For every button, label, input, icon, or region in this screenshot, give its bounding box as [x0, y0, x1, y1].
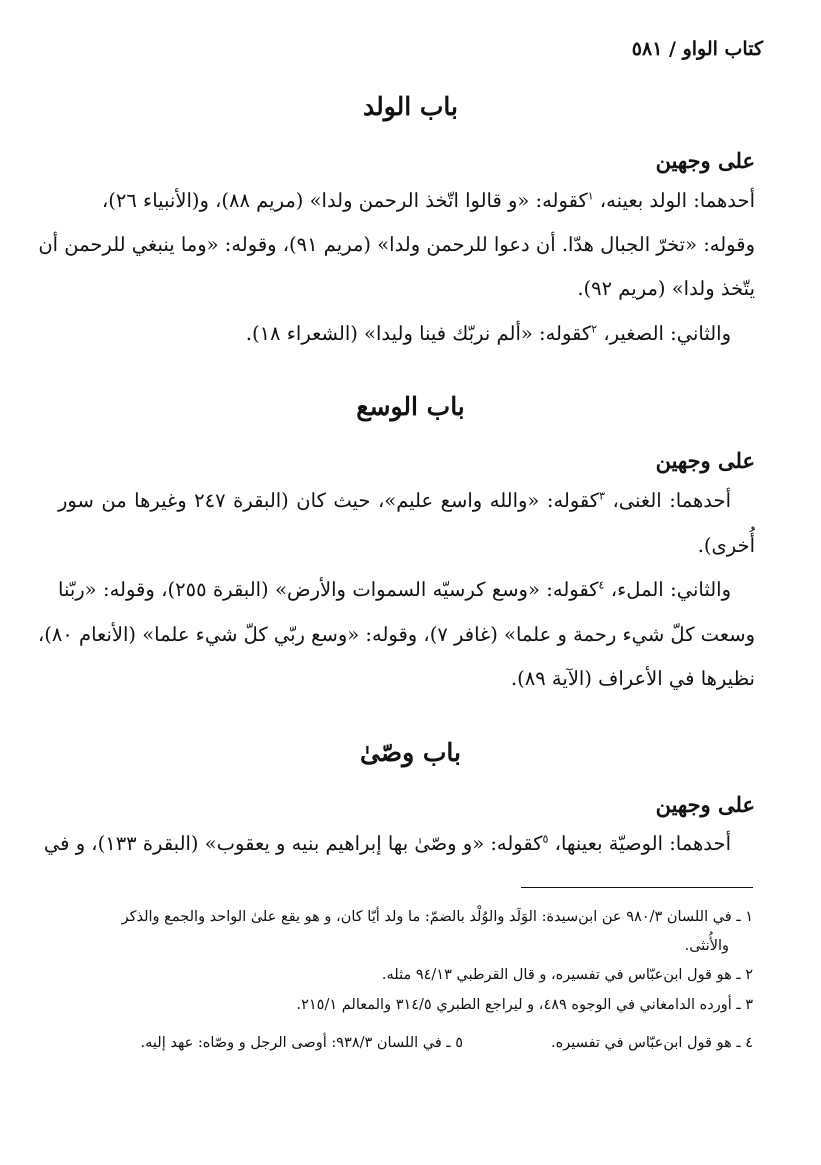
section-title-wassa: باب وصّىٰ: [360, 738, 461, 767]
section-subtitle-wassa: على وجهين: [655, 792, 755, 817]
footnote-row: [58, 1031, 753, 1055]
text-line: أحدهما: الوصيّة بعينها، $^٥$كقوله: «و وصّىٰ بها إبراهيم بنيه و يعقوب» (البقرة ١٣٣)، و في: [43, 832, 731, 855]
footnote-5: ٥ ـ في اللسان ٩٣٨/٣: أوصى الرجل و وصّاه: عهد إليه.: [140, 1035, 464, 1051]
section-subtitle-walad: على وجهين: [655, 148, 755, 173]
text-line: والثاني: الملء، $^٤$كقوله: «وسع كرسيّه السموات والأرض» (البقرة ٢٥٥)، وقوله: «ربّنا: [58, 578, 731, 601]
footnote-ref: ٤: [598, 578, 605, 592]
running-header: كتاب الواو / ٥٨١: [631, 38, 763, 60]
text-line: وسعت كلّ شيء رحمة و علما» (غافر ٧)، وقوله: «وسع ربّي كلّ شيء علما» (الأنعام ٨٠)،: [37, 623, 755, 646]
footnote-ref: ٣: [599, 489, 605, 503]
section-title-walad: باب الولد: [362, 92, 459, 121]
footnote-1: ١ ـ في اللسان ٩٨٠/٣ عن ابن‌سيدة: الوَلَد والوُلْد بالضمّ: ما ولد أيّا كان، و هو يقع علىٰ الواحد والجمع والذكر: [121, 909, 753, 925]
footnote-ref: ١: [587, 189, 594, 203]
footnote-ref: ٢: [591, 322, 598, 336]
text-line: أحدهما: الغنى، $^٣$كقوله: «والله واسع عليم»، حيث كان (البقرة ٢٤٧ وغيرها من سور: [58, 489, 731, 512]
text-line: أُخرى).: [697, 534, 755, 557]
text-line: أحدهما: الولد بعينه، $^١$كقوله: «و قالوا اتّخذ الرحمن ولدا» (مريم ٨٨)، و(الأنبياء ٢٦)،: [102, 189, 755, 212]
text-line: والثاني: الصغير، $^٢$كقوله: «ألم نربّك فينا وليدا» (الشعراء ١٨).: [245, 322, 731, 345]
footnote-4: ٤ ـ هو قول ابن‌عبّاس في تفسيره.: [551, 1035, 753, 1051]
text-line: وقوله: «تخرّ الجبال هدّا. أن دعوا للرحمن ولدا» (مريم ٩١)، وقوله: «وما ينبغي للرحمن أن: [38, 233, 755, 256]
footnote-1-continued: والأُنثى.: [684, 938, 729, 954]
footnote-ref: ٥: [542, 832, 549, 846]
text-line: نظيرها في الأعراف (الآية ٨٩).: [510, 667, 755, 690]
footnote-3: ٣ ـ أورده الدامغاني في الوجوه ٤٨٩، و ليراجع الطبري ٣١٤/٥ والمعالم ٢١٥/١.: [296, 997, 753, 1013]
footnote-divider: [521, 887, 753, 888]
section-subtitle-wasa: على وجهين: [655, 448, 755, 473]
footnote-2: ٢ ـ هو قول ابن‌عبّاس في تفسيره، و قال القرطبي ٩٤/١٣ مثله.: [381, 967, 753, 983]
section-title-wasa: باب الوسع: [356, 392, 465, 421]
text-line: يتّخذ ولدا» (مريم ٩٢).: [577, 277, 755, 300]
